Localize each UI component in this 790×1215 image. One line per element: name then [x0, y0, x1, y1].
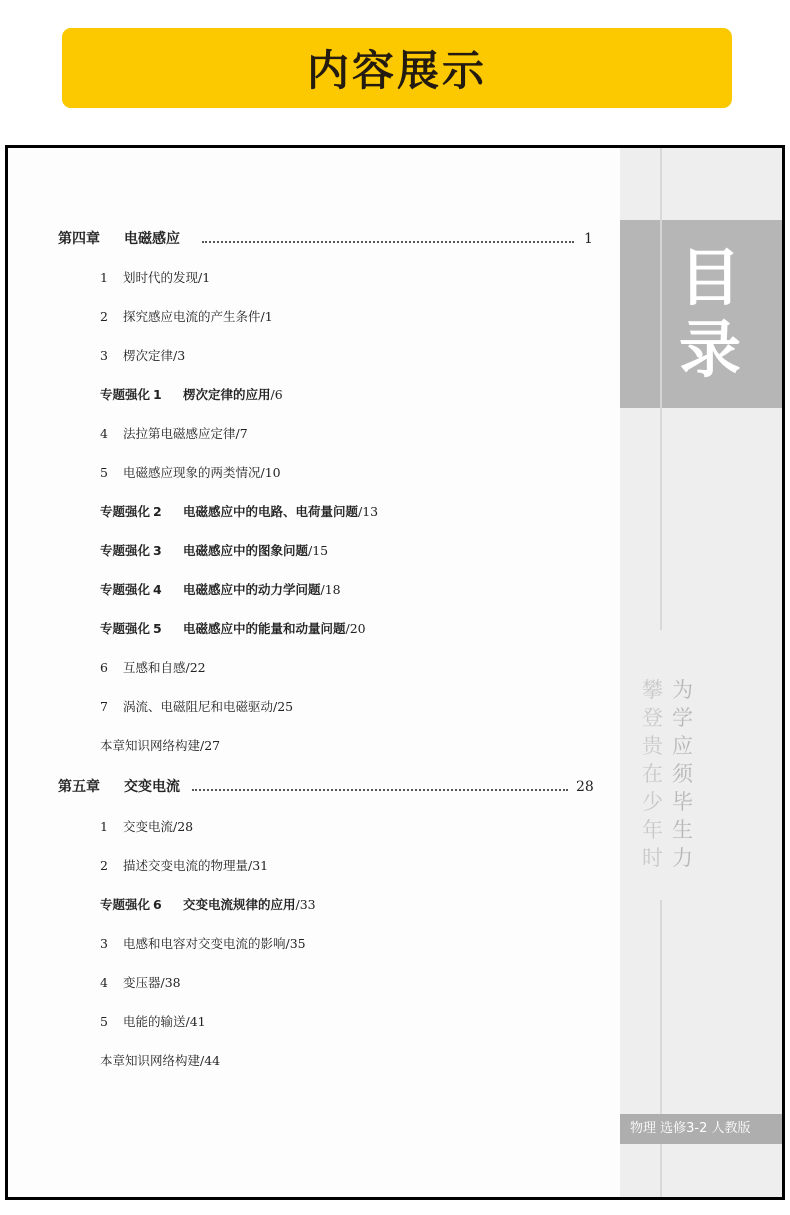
motto-char: 攀 — [642, 678, 663, 702]
banner-title: 内容展示 — [306, 46, 487, 95]
toc-topic-entry[interactable] — [8, 894, 608, 916]
topic-title: 电磁感应中的能量和动量问题 — [183, 621, 346, 636]
entry-text: 划时代的发现/1 — [123, 270, 211, 285]
entry-number: 4 — [100, 975, 108, 990]
topic-page: /33 — [295, 897, 316, 912]
sidebar-rule — [660, 900, 662, 1197]
toc-entry[interactable] — [8, 696, 608, 718]
entry-text: 法拉第电磁感应定律/7 — [123, 426, 248, 441]
entry-number: 7 — [100, 699, 108, 714]
toc-topic-entry[interactable] — [8, 618, 608, 640]
topic-label: 专题强化 — [100, 897, 151, 912]
chapter-page: 28 — [576, 779, 594, 795]
toc-entry[interactable] — [8, 933, 608, 955]
sidebar — [620, 148, 782, 1197]
entry-text: 涡流、电磁阻尼和电磁驱动/25 — [123, 699, 294, 714]
toc-entry[interactable] — [8, 306, 608, 328]
sidebar-title-block — [620, 220, 782, 408]
topic-title: 电磁感应中的动力学问题 — [183, 582, 321, 597]
entry-number: 5 — [100, 1014, 108, 1029]
motto-char: 应 — [672, 734, 693, 758]
chapter-label: 第五章 — [58, 779, 100, 795]
motto-char: 贵 — [642, 734, 663, 758]
chapter-title: 交变电流 — [124, 779, 180, 795]
entry-text: 互感和自感/22 — [123, 660, 206, 675]
toc-topic-entry[interactable] — [8, 384, 608, 406]
entry-text: 电磁感应现象的两类情况/10 — [123, 465, 281, 480]
topic-label: 专题强化 — [100, 504, 151, 519]
topic-number: 6 — [153, 897, 162, 912]
motto-char: 年 — [642, 818, 663, 842]
entry-number: 5 — [100, 465, 108, 480]
topic-label: 专题强化 — [100, 582, 151, 597]
sidebar-rule — [660, 148, 662, 220]
topic-number: 3 — [153, 543, 162, 558]
entry-number: 2 — [100, 858, 108, 873]
toc-entry[interactable] — [8, 972, 608, 994]
toc-topic-entry[interactable] — [8, 501, 608, 523]
edition-label: 物理 选修3-2 人教版 — [620, 1114, 782, 1144]
chapter-label: 第四章 — [58, 231, 100, 247]
entry-text: 交变电流/28 — [123, 819, 194, 834]
motto-char: 力 — [672, 846, 693, 870]
toc-entry[interactable] — [8, 657, 608, 679]
toc-entry[interactable] — [8, 1011, 608, 1033]
leader-dots — [192, 776, 568, 791]
toc-entry-summary[interactable] — [8, 1050, 608, 1072]
topic-page: /15 — [308, 543, 329, 558]
entry-number: 6 — [100, 660, 108, 675]
entry-text: 本章知识网络构建/44 — [100, 1053, 221, 1068]
toc-entry[interactable] — [8, 345, 608, 367]
toc-page — [5, 145, 785, 1200]
header-banner — [62, 28, 732, 108]
topic-title: 楞次定律的应用 — [183, 387, 271, 402]
topic-page: /18 — [320, 582, 341, 597]
topic-page: /6 — [270, 387, 283, 402]
leader-dots — [202, 228, 574, 243]
entry-number: 4 — [100, 426, 108, 441]
title-char: 录 — [678, 313, 741, 386]
entry-text: 变压器/38 — [123, 975, 181, 990]
toc-entry[interactable] — [8, 267, 608, 289]
table-of-contents — [8, 148, 620, 1197]
topic-title: 交变电流规律的应用 — [183, 897, 296, 912]
entry-number: 3 — [100, 348, 108, 363]
chapter-title: 电磁感应 — [124, 231, 180, 247]
topic-number: 1 — [153, 387, 162, 402]
contents-title — [678, 242, 742, 386]
chapter-heading[interactable] — [8, 776, 608, 798]
toc-entry[interactable] — [8, 816, 608, 838]
motto-char: 在 — [642, 762, 663, 786]
topic-number: 4 — [153, 582, 162, 597]
topic-label: 专题强化 — [100, 621, 151, 636]
topic-number: 5 — [153, 621, 162, 636]
toc-topic-entry[interactable] — [8, 579, 608, 601]
entry-text: 描述交变电流的物理量/31 — [123, 858, 269, 873]
entry-number: 2 — [100, 309, 108, 324]
entry-number: 1 — [100, 819, 108, 834]
topic-label: 专题强化 — [100, 543, 151, 558]
sidebar-rule — [660, 408, 662, 630]
topic-label: 专题强化 — [100, 387, 151, 402]
motto-char: 登 — [642, 706, 663, 730]
entry-text: 楞次定律/3 — [123, 348, 186, 363]
entry-text: 本章知识网络构建/27 — [100, 738, 221, 753]
toc-topic-entry[interactable] — [8, 540, 608, 562]
motto-char: 少 — [642, 790, 663, 814]
motto-char: 为 — [672, 678, 693, 702]
topic-page: /20 — [345, 621, 366, 636]
motto-char: 须 — [672, 762, 693, 786]
topic-number: 2 — [153, 504, 162, 519]
motto-char: 时 — [642, 846, 663, 870]
motto-column-left — [642, 676, 663, 872]
toc-entry-summary[interactable] — [8, 735, 608, 757]
topic-page: /13 — [358, 504, 379, 519]
motto-column-right — [672, 676, 693, 872]
title-char: 目 — [678, 241, 741, 314]
toc-entry[interactable] — [8, 855, 608, 877]
entry-text: 电感和电容对交变电流的影响/35 — [123, 936, 306, 951]
entry-number: 1 — [100, 270, 108, 285]
motto-char: 毕 — [672, 790, 693, 814]
chapter-heading[interactable] — [8, 228, 608, 250]
chapter-page: 1 — [584, 231, 593, 247]
entry-text: 探究感应电流的产生条件/1 — [123, 309, 273, 324]
topic-title: 电磁感应中的电路、电荷量问题 — [183, 504, 359, 519]
entry-number: 3 — [100, 936, 108, 951]
motto-char: 生 — [672, 818, 693, 842]
motto-char: 学 — [672, 706, 693, 730]
toc-entry[interactable] — [8, 423, 608, 445]
toc-entry[interactable] — [8, 462, 608, 484]
topic-title: 电磁感应中的图象问题 — [183, 543, 309, 558]
entry-text: 电能的输送/41 — [123, 1014, 206, 1029]
